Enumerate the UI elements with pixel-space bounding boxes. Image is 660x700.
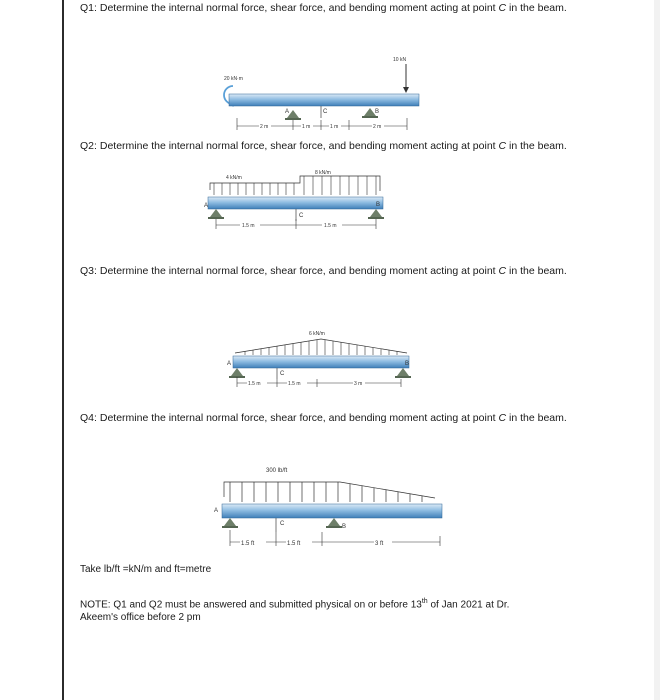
q4-dim-1: 1.5 ft (241, 541, 255, 547)
q1-text: Q1: Determine the internal normal force, shear force, and bending moment acting at point C in the beam. (80, 2, 567, 14)
page-left-edge (62, 0, 64, 700)
q2-text: Q2: Determine the internal normal force, shear force, and bending moment acting at point C in the beam. (80, 140, 567, 152)
q1-dim-4: 2 m (373, 124, 382, 130)
q4-load-arrows (230, 482, 422, 502)
q3-dim-3: 3 m (354, 381, 363, 387)
q4-load-outline (224, 482, 435, 498)
q2-dim-1: 1.5 m (242, 223, 255, 229)
q1-dim-1: 2 m (260, 124, 269, 130)
q2-number: Q2: (80, 140, 97, 152)
q4-number: Q4: (80, 412, 97, 424)
q3-number: Q3: (80, 265, 97, 277)
q3-support-a (231, 368, 243, 376)
q3-dim-1: 1.5 m (248, 381, 261, 387)
q1-beam (229, 94, 419, 106)
q4-beam (222, 504, 442, 518)
q4-support-b (328, 518, 340, 526)
q3-text: Q3: Determine the internal normal force, shear force, and bending moment acting at point C in the beam. (80, 265, 567, 277)
q2-point: C (498, 140, 507, 152)
q3-load-arrows (245, 340, 397, 356)
q4-figure (210, 462, 450, 552)
q2-load-left-label: 4 kN/m (226, 175, 242, 181)
q3-load-label: 6 kN/m (309, 331, 325, 337)
page-right-edge (654, 0, 660, 700)
q3-point-c: C (280, 371, 285, 377)
q4-point-c: C (280, 521, 285, 527)
q1-point: C (498, 2, 507, 14)
q1-point-load-head (403, 87, 409, 93)
q4-point-b: B (342, 524, 347, 530)
q3-point-a: A (227, 361, 232, 367)
q3-figure (225, 327, 415, 389)
q1-dim-3: 1 m (330, 124, 339, 130)
q2-dim-2: 1.5 m (324, 223, 337, 229)
q1-point-b: B (375, 109, 380, 115)
q2-support-a (210, 209, 222, 217)
q4-dim-2: 1.5 ft (287, 541, 301, 547)
q2-figure (200, 165, 385, 235)
q4-text: Q4: Determine the internal normal force, shear force, and bending moment acting at point C in the beam. (80, 412, 567, 424)
q3-point-b: B (405, 361, 410, 367)
q1-point-a: A (285, 109, 290, 115)
q2-support-b (370, 209, 382, 217)
q1-load-label: 10 kN (393, 57, 407, 63)
q4-point: C (498, 412, 507, 424)
q3-dim-2: 1.5 m (288, 381, 301, 387)
q1-figure (215, 52, 430, 132)
q2-point-c: C (299, 213, 304, 219)
q3-support-b (397, 368, 409, 376)
units-note: Take lb/ft =kN/m and ft=metre (80, 564, 212, 575)
q2-load-right-label: 8 kN/m (315, 170, 331, 176)
q3-point: C (498, 265, 507, 277)
q2-point-a: A (204, 203, 209, 209)
q4-point-a: A (214, 508, 219, 514)
q1-point-c: C (323, 109, 328, 115)
q1-dim-2: 1 m (302, 124, 311, 130)
q2-beam (208, 197, 383, 209)
q2-point-b: B (376, 202, 381, 208)
q1-moment-label: 20 kN·m (224, 76, 243, 82)
q4-dim-3: 3 ft (375, 541, 384, 547)
q3-beam (233, 356, 409, 368)
q4-support-a (224, 518, 236, 526)
q1-number: Q1: (80, 2, 97, 14)
q4-load-label: 300 lb/ft (266, 468, 288, 474)
submission-note: NOTE: Q1 and Q2 must be answered and submitted physical on or before 13th of Jan 2021 at Dr. Akeem's office before 2 pm (80, 598, 510, 624)
